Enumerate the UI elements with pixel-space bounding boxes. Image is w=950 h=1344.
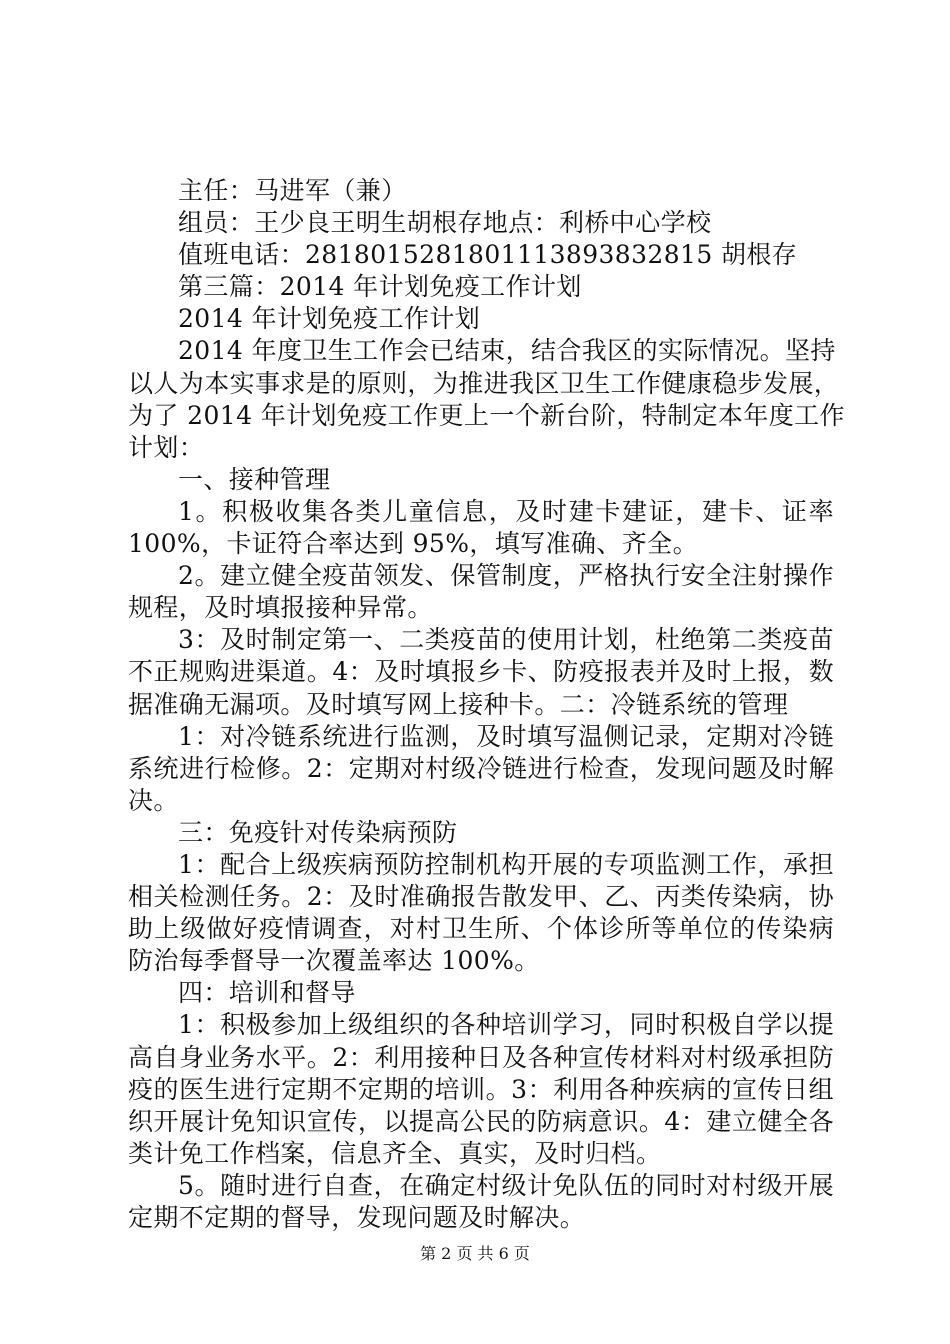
- section-heading: 一、接种管理: [178, 464, 331, 494]
- text-line: 1：积极参加上级组织的各种培训学习，同时积极自学以提: [178, 1010, 834, 1040]
- text-line: 5。随时进行自查，在确定村级计免队伍的同时对村级开展: [178, 1170, 834, 1200]
- section-heading: 四：培训和督导: [178, 978, 356, 1008]
- text-line: 100%，卡证符合率达到 95%，填写准确、齐全。: [128, 529, 698, 559]
- text-line: 1：对冷链系统进行监测，及时填写温侧记录，定期对冷链: [178, 721, 834, 751]
- text-line: 第三篇：2014 年计划免疫工作计划: [178, 272, 582, 302]
- section-heading: 三：免疫针对传染病预防: [178, 817, 458, 847]
- text-line: 主任：马进军（兼）: [178, 176, 407, 205]
- text-line: 值班电话：2818015281801113893832815 胡根存: [178, 240, 798, 270]
- text-line: 2014 年计划免疫工作计划: [178, 304, 481, 334]
- text-line: 2014 年度卫生工作会已结束，结合我区的实际情况。坚持: [178, 336, 836, 366]
- text-line: 计划：: [128, 432, 205, 462]
- text-line: 助上级做好疫情调查，对村卫生所、个体诊所等单位的传染病: [128, 914, 834, 944]
- text-line: 以人为本实事求是的原则，为推进我区卫生工作健康稳步发展，: [128, 368, 840, 398]
- text-line: 疫的医生进行定期不定期的培训。3：利用各种疾病的宣传日组: [128, 1074, 834, 1104]
- text-line: 不正规购进渠道。4：及时填报乡卡、防疫报表并及时上报，数: [128, 657, 834, 687]
- text-line: 规程，及时填报接种异常。: [128, 593, 433, 623]
- text-line: 系统进行检修。2：定期对村级冷链进行检查，发现问题及时解: [128, 753, 834, 783]
- text-line: 防治每季督导一次覆盖率达 100%。: [128, 946, 540, 976]
- page-footer: 第 2 页 共 6 页: [420, 1244, 530, 1263]
- text-line: 据准确无漏项。及时填写网上接种卡。二：冷链系统的管理: [128, 689, 789, 719]
- text-line: 为了 2014 年计划免疫工作更上一个新台阶，特制定本年度工作: [128, 400, 845, 430]
- text-line: 定期不定期的督导，发现问题及时解决。: [128, 1203, 586, 1232]
- text-line: 2。建立健全疫苗领发、保管制度，严格执行安全注射操作: [178, 561, 834, 591]
- text-line: 决。: [128, 785, 179, 815]
- text-line: 3：及时制定第一、二类疫苗的使用计划，杜绝第二类疫苗: [178, 625, 834, 655]
- text-line: 高自身业务水平。2：利用接种日及各种宣传材料对村级承担防: [128, 1042, 834, 1072]
- text-line: 类计免工作档案，信息齐全、真实，及时归档。: [128, 1138, 662, 1168]
- text-line: 组员：王少良王明生胡根存地点：利桥中心学校: [178, 208, 712, 238]
- document-body: [128, 175, 845, 1234]
- text-line: 1：配合上级疾病预防控制机构开展的专项监测工作，承担: [178, 849, 834, 879]
- text-line: 1。积极收集各类儿童信息，及时建卡建证，建卡、证率: [178, 496, 834, 526]
- text-line: 织开展计免知识宣传，以提高公民的防病意识。4：建立健全各: [128, 1106, 834, 1136]
- text-line: 相关检测任务。2：及时准确报告散发甲、乙、丙类传染病，协: [128, 882, 834, 912]
